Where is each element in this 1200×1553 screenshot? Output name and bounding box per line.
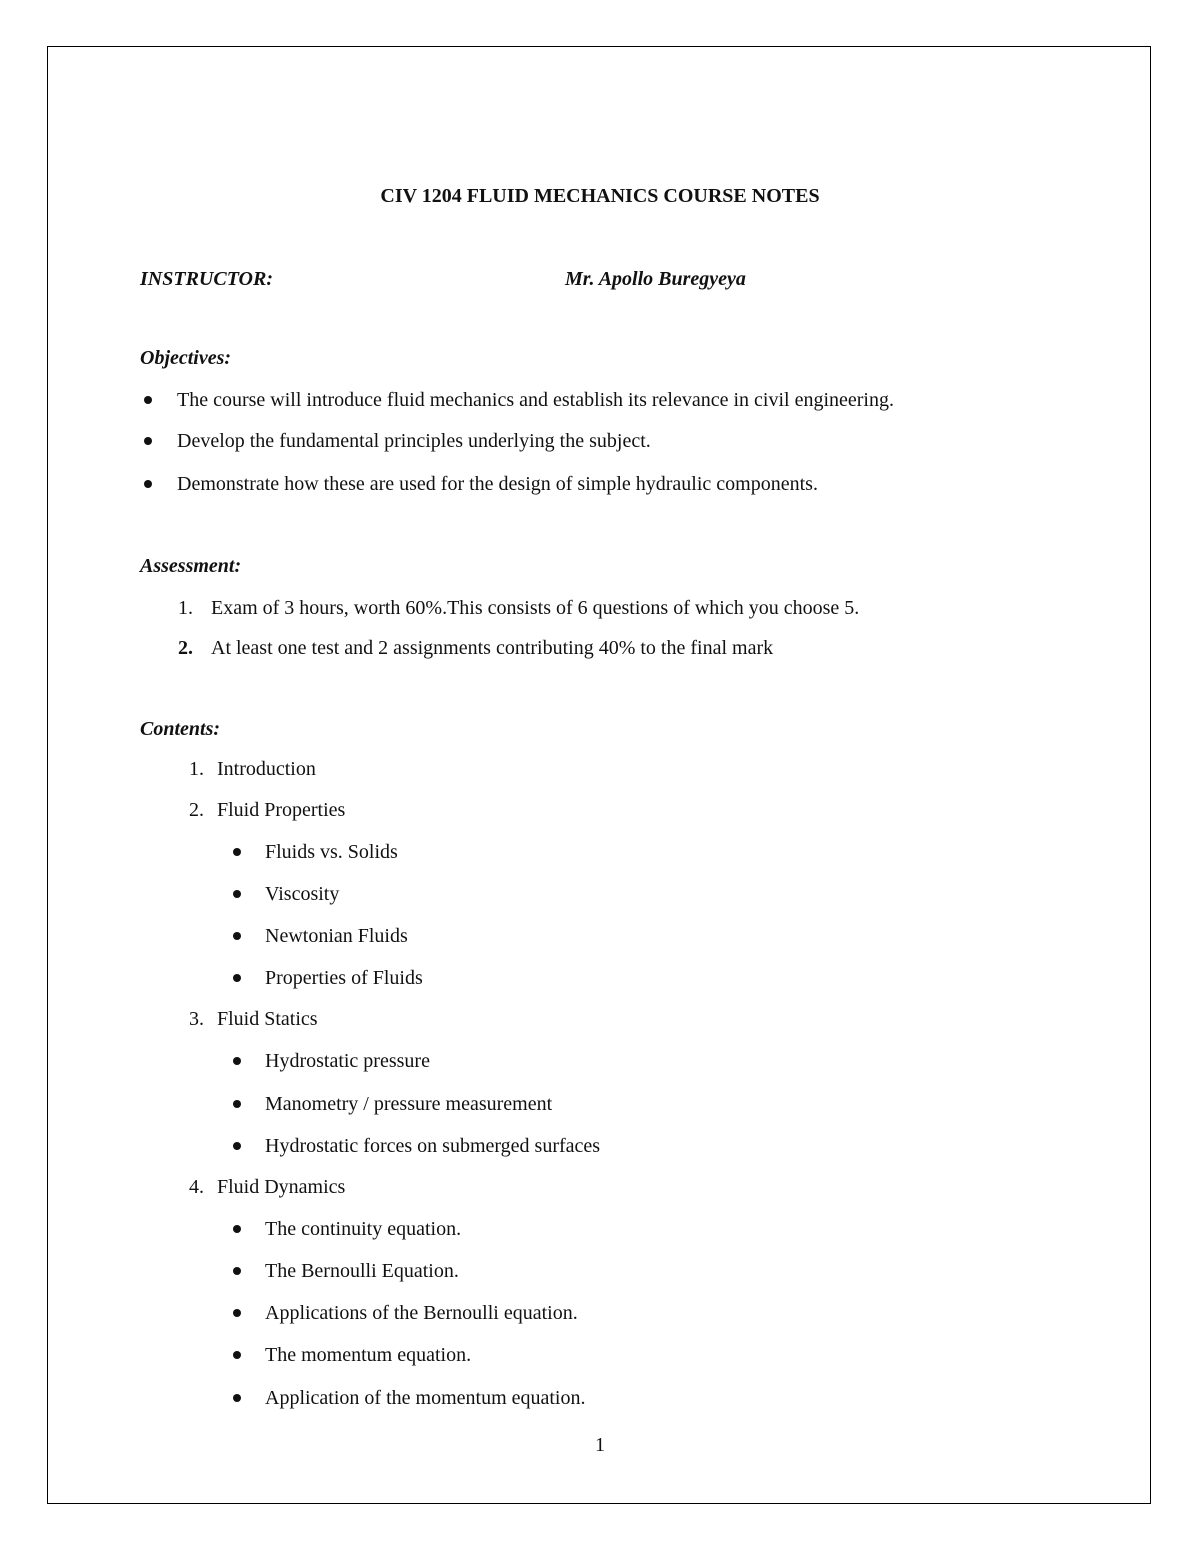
bullet-icon	[233, 974, 241, 982]
contents-section-number: 2.	[189, 799, 204, 821]
bullet-icon	[233, 1100, 241, 1108]
bullet-icon	[233, 1351, 241, 1359]
assessment-heading: Assessment:	[140, 555, 242, 577]
bullet-icon	[144, 396, 152, 404]
contents-item: Application of the momentum equation.	[265, 1387, 586, 1409]
objective-item: Develop the fundamental principles underlying the subject.	[177, 430, 651, 452]
bullet-icon	[233, 890, 241, 898]
assessment-item: Exam of 3 hours, worth 60%.This consists of 6 questions of which you choose 5.	[211, 597, 860, 619]
contents-section-title: Fluid Properties	[217, 799, 346, 821]
objective-item: Demonstrate how these are used for the design of simple hydraulic components.	[177, 473, 818, 495]
contents-section-title: Fluid Statics	[217, 1008, 318, 1030]
bullet-icon	[233, 848, 241, 856]
objectives-heading: Objectives:	[140, 347, 232, 369]
contents-section-number: 3.	[189, 1008, 204, 1030]
bullet-icon	[233, 1267, 241, 1275]
bullet-icon	[233, 932, 241, 940]
contents-section-number: 4.	[189, 1176, 204, 1198]
bullet-icon	[233, 1057, 241, 1065]
contents-item: Viscosity	[265, 883, 340, 905]
instructor-label: INSTRUCTOR:	[140, 268, 273, 290]
contents-item: Fluids vs. Solids	[265, 841, 398, 863]
contents-heading: Contents:	[140, 718, 221, 740]
contents-item: Properties of Fluids	[265, 967, 423, 989]
bullet-icon	[233, 1142, 241, 1150]
page-border	[47, 46, 1151, 1504]
contents-section-title: Introduction	[217, 758, 316, 780]
objective-item: The course will introduce fluid mechanics and establish its relevance in civil engineering.	[177, 389, 894, 411]
bullet-icon	[233, 1394, 241, 1402]
instructor-name: Mr. Apollo Buregyeya	[565, 268, 746, 290]
contents-item: The Bernoulli Equation.	[265, 1260, 459, 1282]
bullet-icon	[144, 437, 152, 445]
assessment-item: At least one test and 2 assignments contributing 40% to the final mark	[211, 637, 774, 659]
contents-item: Manometry / pressure measurement	[265, 1093, 553, 1115]
bullet-icon	[144, 480, 152, 488]
bullet-icon	[233, 1225, 241, 1233]
contents-item: Applications of the Bernoulli equation.	[265, 1302, 578, 1324]
assessment-number: 1.	[178, 597, 193, 619]
contents-section-number: 1.	[189, 758, 204, 780]
contents-item: Newtonian Fluids	[265, 925, 408, 947]
page-number: 1	[595, 1434, 605, 1456]
assessment-number: 2.	[178, 637, 193, 659]
contents-section-title: Fluid Dynamics	[217, 1176, 346, 1198]
document-title: CIV 1204 FLUID MECHANICS COURSE NOTES	[380, 185, 820, 207]
contents-item: The momentum equation.	[265, 1344, 472, 1366]
contents-item: Hydrostatic pressure	[265, 1050, 430, 1072]
contents-item: Hydrostatic forces on submerged surfaces	[265, 1135, 601, 1157]
contents-item: The continuity equation.	[265, 1218, 462, 1240]
bullet-icon	[233, 1309, 241, 1317]
